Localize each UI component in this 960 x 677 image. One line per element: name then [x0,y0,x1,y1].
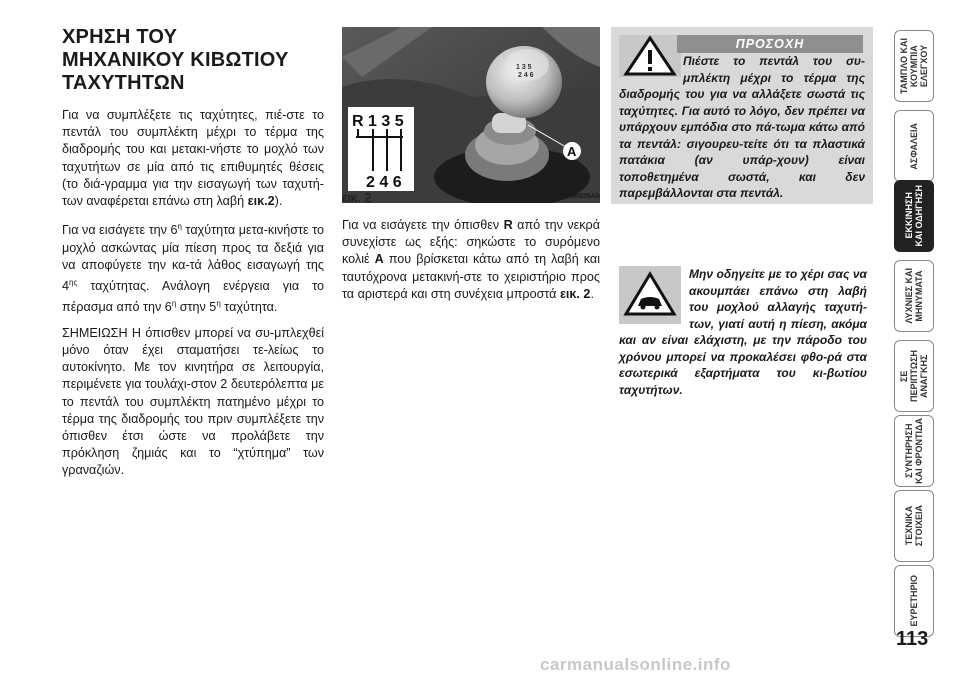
tab-emergency[interactable]: ΣΕ ΠΕΡΙΠΤΩΣΗ ΑΝΑΓΚΗΣ [894,340,934,412]
note-text-block [619,266,867,398]
title-line-2: ΜΗΧΑΝΙΚΟΥ ΚΙΒΩΤΙΟΥ [62,49,289,71]
tab-dashboard-controls[interactable]: ΤΑΜΠΛΟ ΚΑΙ ΚΟΥΜΠΙΑ ΕΛΕΓΧΟΥ [894,30,934,102]
note-box [611,258,873,398]
knob-pattern-bottom: 2 4 6 [518,72,534,79]
gear-lever-figure [342,27,600,203]
car-warning-icon [619,266,683,330]
paragraph-note-reverse: ΣΗΜΕΙΩΣΗ Η όπισθεν μπορεί να συ-μπλεχθεί μόνο όταν έχει σταματήσει τε-λείως το αυτοκίνητο. Με τον κινητήρα σε λειτουργία, περιμένετε για τουλάχι-στον 2 δευτερόλεπτα με το πεντάλ του συμπλέκτη πατημένο μέχρι το τέρμα της διαδρομής του πριν συμπλέξετε την όπισθεν έτσι ώστε να προλάβετε την πρόκληση ζημιάς και το “χτύπημα” των γραναζιών. [62,325,324,478]
figure-caption-bar [342,190,600,206]
note-text: Μην οδηγείτε με το χέρι σας να ακουμπάει επάνω στη λαβή του μοχλού αλλαγής ταχυτή-των, γιατί αυτή η πίεση, ακόμα και αν είναι ελάχιστη, με την πάροδο του χρόνου μπορεί να προκαλέσει φθο-ρά στα εσωτερικά εξαρτήματα του κι-βωτίου ταχυτήτων. [619,267,867,397]
tab-index[interactable]: ΕΥΡΕΤΗΡΙΟ [894,565,934,637]
warning-text-block [619,35,865,202]
figure-reference: εικ.2 [247,194,275,209]
knob-pattern-top: 1 3 5 [516,64,532,71]
title-line-1: ΧΡΗΣΗ ΤΟΥ [62,26,178,48]
gear-pattern-bottom-row: 2 4 6 [366,174,402,191]
watermark: carmanualsonline.info [540,655,731,674]
paragraph-engage-gears: Για να συμπλέξετε τις ταχύτητες, πιέ-στε το πεντάλ του συμπλέκτη μέχρι το τέρμα της διαδρομής του και μετακι-νήστε το μοχλό των ταχυτήτων σε μία από τις επιθυμητές θέσεις (το διά-γραμμα για την εισαγωγή των ταχυτή-των αναφέρεται επάνω στη λαβή εικ.2). [62,108,324,209]
warning-header: ΠΡΟΣΟΧΗ [677,35,863,53]
figure-caption: εικ. 2 [342,190,372,205]
main-column [62,26,324,488]
callout-a-label: A [567,144,577,159]
paragraph-sixth-gear: Για να εισάγετε την $6^\eta$ ταχύτητα μετα-κινήστε το μοχλό ασκώντας μία πίεση προς τα δεξιά για να αποφύγετε την κα-τά λάθος εισαγωγή της $4^{\eta\varsigma}$ ταχύτητας. Ανάλογη ενέργεια για το πέρασμα από την $6^\eta$ στην $5^\eta$ ταχύτητα. [62,222,325,315]
tab-warning-lights[interactable]: ΛΥΧΝΙΕΣ ΚΑΙ ΜΗΝΥΜΑΤΑ [894,260,934,332]
paragraph-reverse-gear: Για να εισάγετε την όπισθεν R από την νεκρά συνεχίστε ως εξής: σηκώστε το συρόμενο κολιέ A που βρίσκεται κάτω από τη λαβή και ταυτόχρονα μετακινή-στε το χειριστήριο προς τα αριστερά και στη συνέχεια μπροστά εικ. 2. [342,218,600,301]
tab-safety[interactable]: ΑΣΦΑΛΕΙΑ [894,110,934,182]
second-column [342,217,600,311]
tab-starting-driving[interactable]: ΕΚΚΙΝΗΣΗ ΚΑΙ ΟΔΗΓΗΣΗ [894,180,934,252]
page-title [62,26,324,95]
tab-maintenance[interactable]: ΣΥΝΤΗΡΗΣΗ ΚΑΙ ΦΡΟΝΤΙΔΑ [894,415,934,487]
tab-technical-data[interactable]: ΤΕΧΝΙΚΑ ΣΤΟΙΧΕΙΑ [894,490,934,562]
title-line-3: ΤΑΧΥΤΗΤΩΝ [62,72,185,94]
figure-code: F0M035Ab [564,193,600,200]
gear-lever-illustration [342,27,600,203]
warning-text: Πιέστε το πεντάλ του συ-μπλέκτη μέχρι το τέρμα της διαδρομής του για να αλλάξετε σωστά τις ταχύτητες. Για αυτό το λόγο, δεν πρέπει να υπάρχουν εμπόδια στο πά-τωμα κάτω από τα πεντάλ: σιγουρευ-τείτε ότι τα πλαστικά πατάκια (αν υπάρ-χουν) είναι τοποθετημένα σωστά, και δεν παρεμβάλλονται στα πεντάλ. [619,54,865,200]
gear-pattern-top-row: R 1 3 5 [352,113,404,130]
page-number: 113 [896,628,929,650]
warning-box [611,27,873,204]
